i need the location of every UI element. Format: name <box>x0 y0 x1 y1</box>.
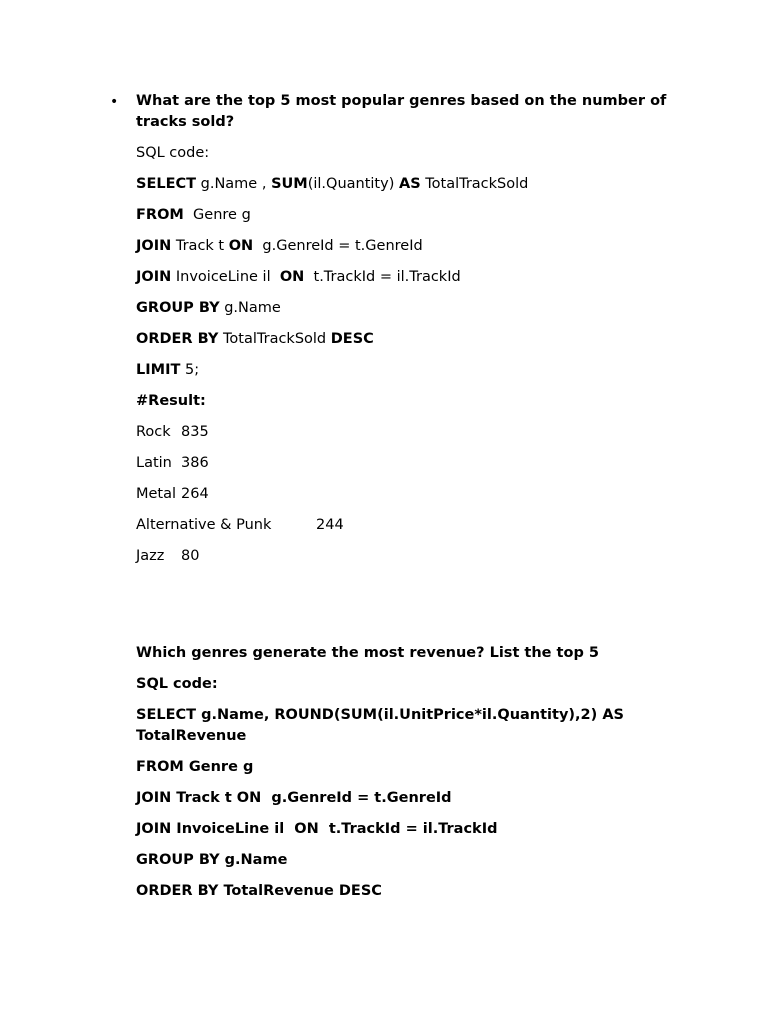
q1-sql-line-limit: LIMIT 5; <box>136 362 200 378</box>
result-row <box>136 422 696 443</box>
result-count: 244 <box>316 517 344 533</box>
question-2-section <box>136 643 696 912</box>
result-genre: Metal <box>136 486 177 502</box>
q2-sql-line-from: FROM Genre g <box>136 759 254 775</box>
question-1-heading: What are the top 5 most popular genres based on the number of tracks sold? <box>136 93 667 130</box>
result-genre: Jazz <box>136 548 165 564</box>
q1-result-label: #Result: <box>136 393 206 409</box>
result-row <box>136 546 696 567</box>
q1-sql-line-group-by: GROUP BY g.Name <box>136 300 281 316</box>
result-genre: Rock <box>136 424 171 440</box>
q1-sql-line-from: FROM Genre g <box>136 207 251 223</box>
question-2-heading: Which genres generate the most revenue? List the top 5 <box>136 645 599 661</box>
result-count: 386 <box>181 455 209 471</box>
q1-sql-line-join-track: JOIN Track t ON g.GenreId = t.GenreId <box>136 238 423 254</box>
q2-sql-label: SQL code: <box>136 676 218 692</box>
q2-sql-line-order-by: ORDER BY TotalRevenue DESC <box>136 883 382 899</box>
result-genre: Latin <box>136 455 172 471</box>
result-row <box>136 453 696 474</box>
q2-sql-line-join-track: JOIN Track t ON g.GenreId = t.GenreId <box>136 790 452 806</box>
result-count: 80 <box>181 548 200 564</box>
result-row <box>136 484 696 505</box>
q1-sql-line-order-by: ORDER BY TotalTrackSold DESC <box>136 331 374 347</box>
q2-sql-line-group-by: GROUP BY g.Name <box>136 852 288 868</box>
result-row <box>136 515 696 536</box>
result-count: 264 <box>181 486 209 502</box>
q1-sql-line-join-invoiceline: JOIN InvoiceLine il ON t.TrackId = il.TrackId <box>136 269 461 285</box>
q1-sql-label: SQL code: <box>136 145 210 161</box>
q2-sql-line-select: SELECT g.Name, ROUND(SUM(il.UnitPrice*il.Quantity),2) AS TotalRevenue <box>136 707 624 744</box>
question-1-section <box>136 91 696 577</box>
q1-sql-line-select: SELECT g.Name , SUM(il.Quantity) AS TotalTrackSold <box>136 176 529 192</box>
q2-sql-line-join-invoiceline: JOIN InvoiceLine il ON t.TrackId = il.TrackId <box>136 821 498 837</box>
result-genre: Alternative & Punk <box>136 517 272 533</box>
bullet-marker: • <box>110 94 119 110</box>
result-count: 835 <box>181 424 209 440</box>
